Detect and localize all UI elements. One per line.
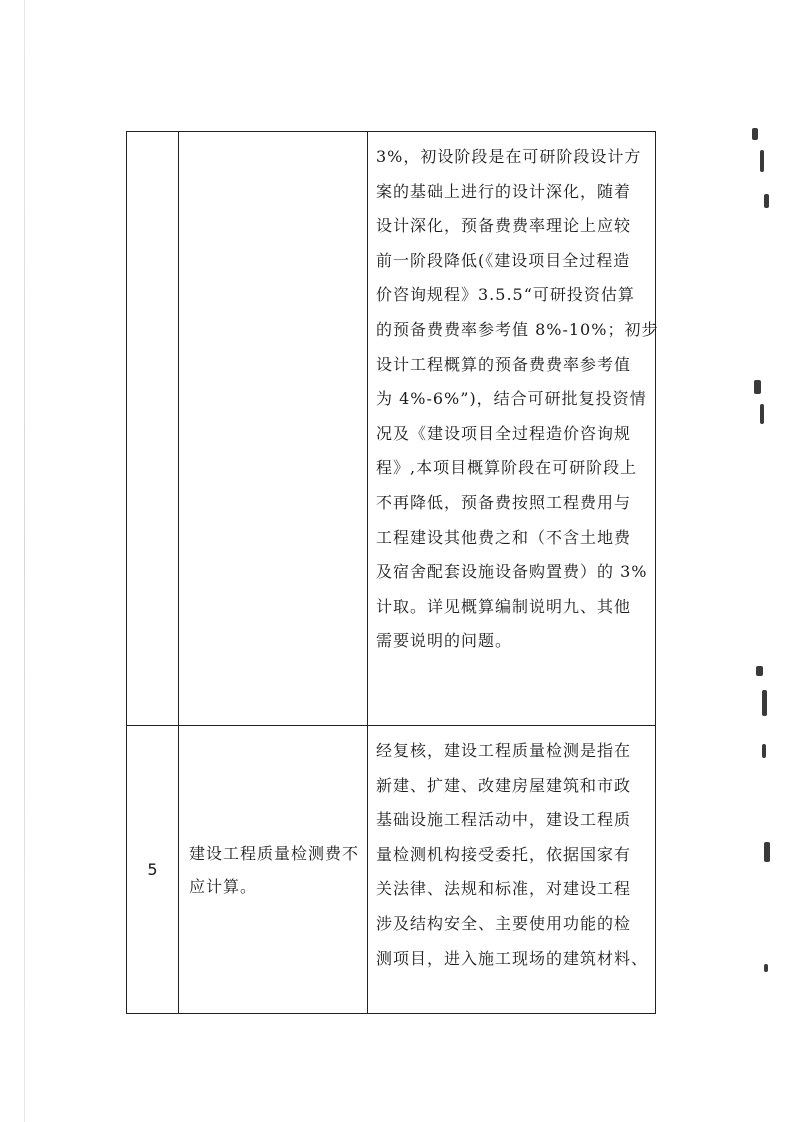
response-line: 新建、扩建、改建房屋建筑和市政	[376, 775, 632, 795]
row-number-cell	[127, 132, 179, 726]
binding-mark	[752, 128, 758, 140]
response-line: 价咨询规程》3.5.5“可研投资估算	[376, 285, 635, 305]
issue-cell: 建设工程质量检测费不应计算。	[179, 726, 368, 1014]
response-line: 量检测机构接受委托，依据国家有	[376, 844, 632, 864]
response-line: 经复核，建设工程质量检测是指在	[376, 741, 632, 760]
response-line: 设计深化，预备费费率理论上应较	[376, 216, 632, 236]
response-line: 程》,本项目概算阶段在可研阶段上	[376, 458, 638, 478]
response-line: 及宿舍配套设施设备购置费）的 3%	[376, 562, 648, 582]
response-line: 设计工程概算的预备费费率参考值	[376, 354, 632, 374]
response-line: 前一阶段降低(《建设项目全过程造	[376, 250, 631, 270]
binding-mark	[762, 744, 766, 758]
response-line: 计取。详见概算编制说明九、其他	[376, 596, 632, 616]
response-line: 工程建设其他费之和（不含土地费	[376, 527, 632, 547]
response-cell	[368, 726, 656, 1014]
binding-mark	[764, 964, 768, 972]
response-line: 案的基础上进行的设计深化，随着	[376, 181, 632, 201]
response-line: 不再降低，预备费按照工程费用与	[376, 492, 632, 512]
issue-cell	[179, 132, 368, 726]
response-line: 的预备费费率参考值 8%-10%；初步	[376, 319, 659, 339]
response-line: 基础设施工程活动中，建设工程质	[376, 810, 632, 830]
response-line: 需要说明的问题。	[376, 631, 513, 651]
table-row	[127, 132, 656, 726]
binding-mark	[764, 842, 770, 862]
response-line: 关法律、法规和标准，对建设工程	[376, 879, 632, 899]
response-line: 3%，初设阶段是在可研阶段设计方	[376, 147, 642, 166]
binding-mark	[760, 150, 764, 172]
binding-mark	[764, 194, 769, 208]
response-line: 涉及结构安全、主要使用功能的检	[376, 913, 632, 933]
table-row	[127, 726, 656, 1014]
response-line: 况及《建设项目全过程造价咨询规	[376, 423, 632, 443]
review-table	[126, 131, 659, 1014]
response-line: 测项目，进入施工现场的建筑材料、	[376, 948, 649, 968]
binding-mark	[762, 690, 767, 716]
response-cell	[368, 132, 659, 726]
row-number-cell: 5	[127, 726, 179, 1014]
binding-mark	[756, 666, 763, 676]
binding-mark	[754, 380, 761, 394]
response-line: 为 4%-6%”)，结合可研批复投资情	[376, 389, 647, 409]
binding-mark	[760, 404, 764, 424]
scan-edge-line	[24, 0, 25, 1122]
